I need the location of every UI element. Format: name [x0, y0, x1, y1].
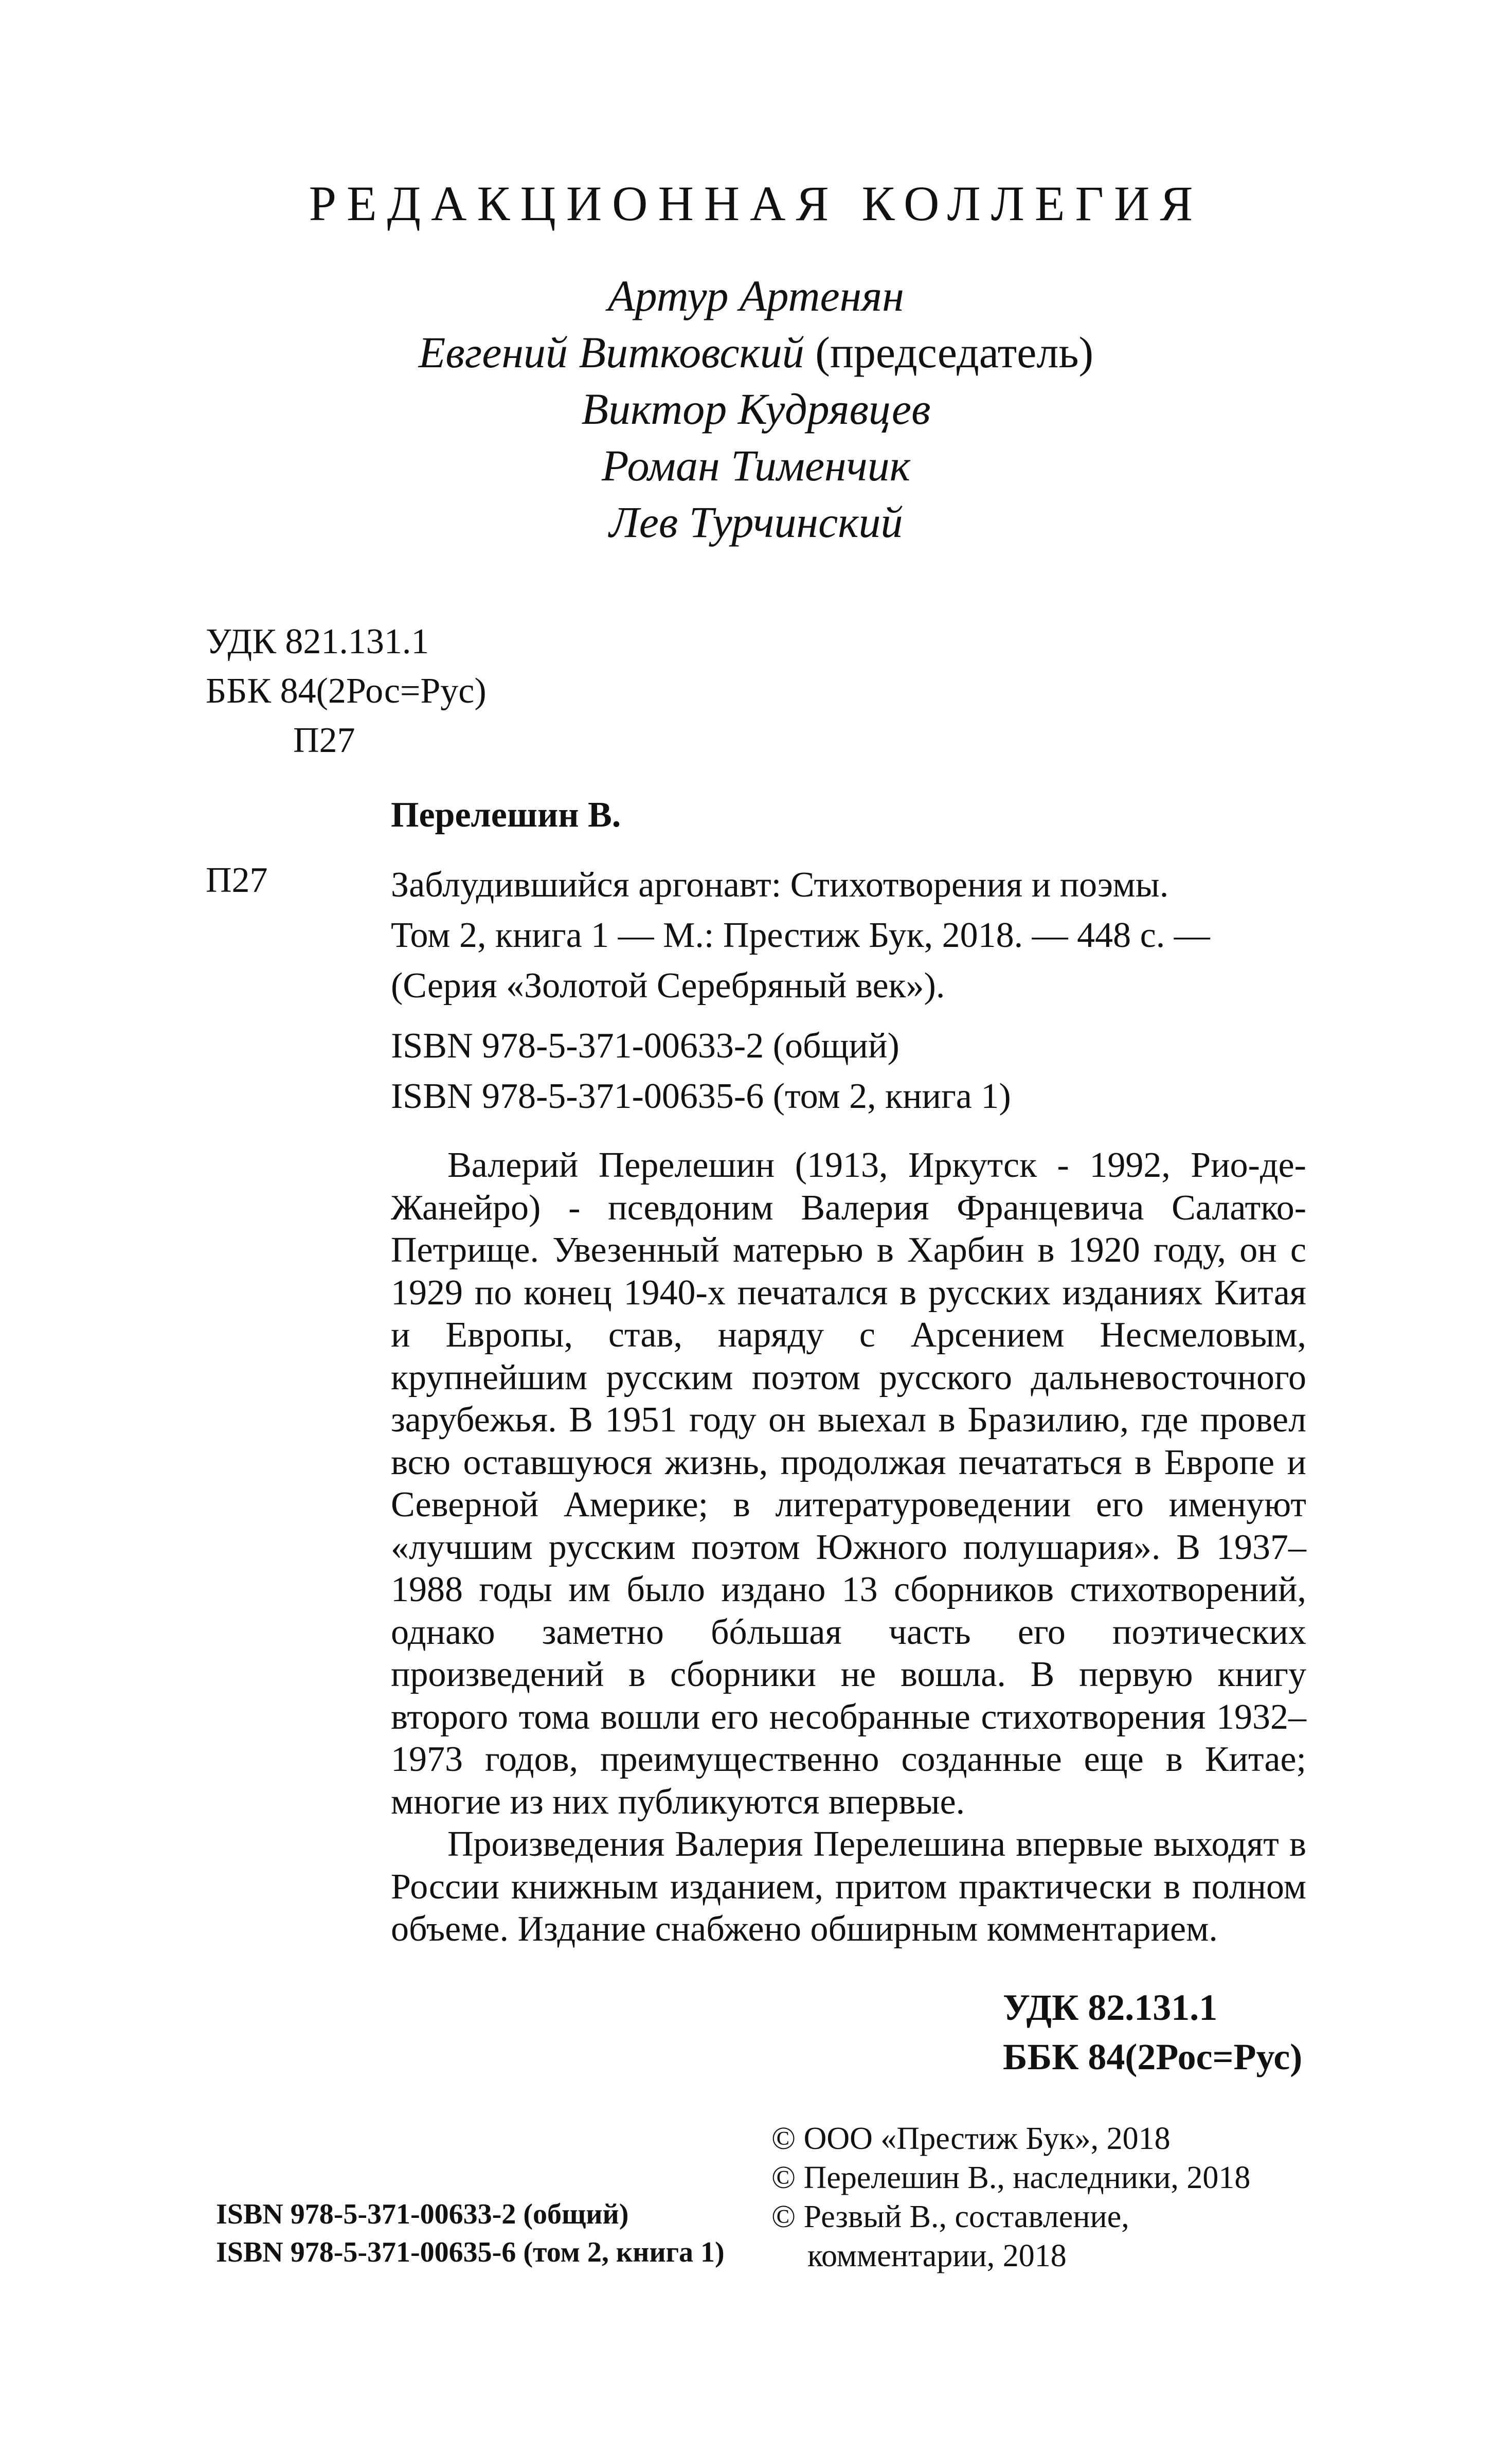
board-member-name: Роман Тименчик — [602, 441, 910, 490]
copyright-line: © Резвый В., составление, — [771, 2199, 1129, 2234]
board-member-name: Евгений Витковский — [418, 328, 804, 377]
board-member-name: Виктор Кудрявцев — [581, 384, 931, 434]
board-member — [0, 437, 1512, 494]
isbn-volume-bold: ISBN 978-5-371-00635-6 (том 2, книга 1) — [216, 2236, 725, 2268]
copyright-line: © ООО «Престиж Бук», 2018 — [771, 2121, 1171, 2156]
board-member-name: Артур Артенян — [608, 271, 904, 320]
author-name: Перелешин В. — [391, 795, 621, 835]
author-mark: П27 — [293, 721, 355, 760]
biblio-details: Том 2, книга 1 — М.: Престиж Бук, 2018. — 448 с. — (Серия «Золотой Серебряный век»). — [391, 916, 1210, 1006]
copyright-line: © Перелешин В., наследники, 2018 — [771, 2160, 1251, 2195]
bibliographic-description — [391, 860, 1306, 1011]
board-member — [0, 267, 1512, 324]
copyright-line: комментарии, 2018 — [807, 2238, 1067, 2273]
isbn-general-bold: ISBN 978-5-371-00633-2 (общий) — [216, 2198, 629, 2230]
annotation-paragraph: Валерий Перелешин (1913, Иркутск - 1992, Рио-де-Жанейро) - псевдоним Валерия Францевича Салатко-Петрище. Увезенный матерью в Харбин в 1920 году, он с 1929 по конец 1940-х печатался в русских изданиях Китая и Европы, став, наряду с Арсением Несмеловым, крупнейшим русским поэтом русского дальневосточного зарубежья. В 1951 году он выехал в Бразилию, где провел всю оставшуюся жизнь, продолжая печататься в Европе и Северной Америке; в литературоведении его именуют «лучшим русским поэтом Южного полушария». В 1937–1988 годы им было издано 13 сборников стихотворений, однако заметно бóльшая часть его поэтических произведений в сборники не вошла. В первую книгу второго тома вошли его несобранные стихотворения 1932–1973 годов, преимущественно созданные еще в Китае; многие из них публикуются впервые. — [391, 1145, 1306, 1822]
biblio-title-line: Заблудившийся аргонавт: Стихотворения и поэмы. — [391, 865, 1169, 905]
classification-codes — [206, 617, 487, 765]
udk-code: УДК 821.131.1 — [206, 622, 429, 661]
author-mark-left: П27 — [206, 861, 268, 900]
board-member — [0, 324, 1512, 381]
isbn-volume: ISBN 978-5-371-00635-6 (том 2, книга 1) — [391, 1077, 1011, 1116]
copyright-block — [771, 2119, 1250, 2275]
isbn-bottom-block — [216, 2195, 725, 2271]
board-member-note: (председатель) — [804, 328, 1094, 377]
editorial-board-heading: РЕДАКЦИОННАЯ КОЛЛЕГИЯ — [309, 176, 1203, 231]
board-member-name: Лев Турчинский — [609, 497, 903, 547]
isbn-block — [391, 1021, 1011, 1122]
board-member — [0, 381, 1512, 437]
isbn-general: ISBN 978-5-371-00633-2 (общий) — [391, 1026, 899, 1066]
bottom-classification-codes — [1003, 1983, 1302, 2082]
annotation — [391, 1144, 1306, 1951]
bbk-code: ББК 84(2Рос=Рус) — [206, 671, 487, 711]
board-member — [0, 494, 1512, 550]
annotation-paragraph: Произведения Валерия Перелешина впервые выходят в России книжным изданием, притом практически в полном объеме. Издание снабжено обширным комментарием. — [391, 1824, 1306, 1949]
bbk-code-bold: ББК 84(2Рос=Рус) — [1003, 2036, 1303, 2077]
udk-code-bold: УДК 82.131.1 — [1003, 1987, 1218, 2028]
editorial-board-list — [0, 267, 1512, 550]
